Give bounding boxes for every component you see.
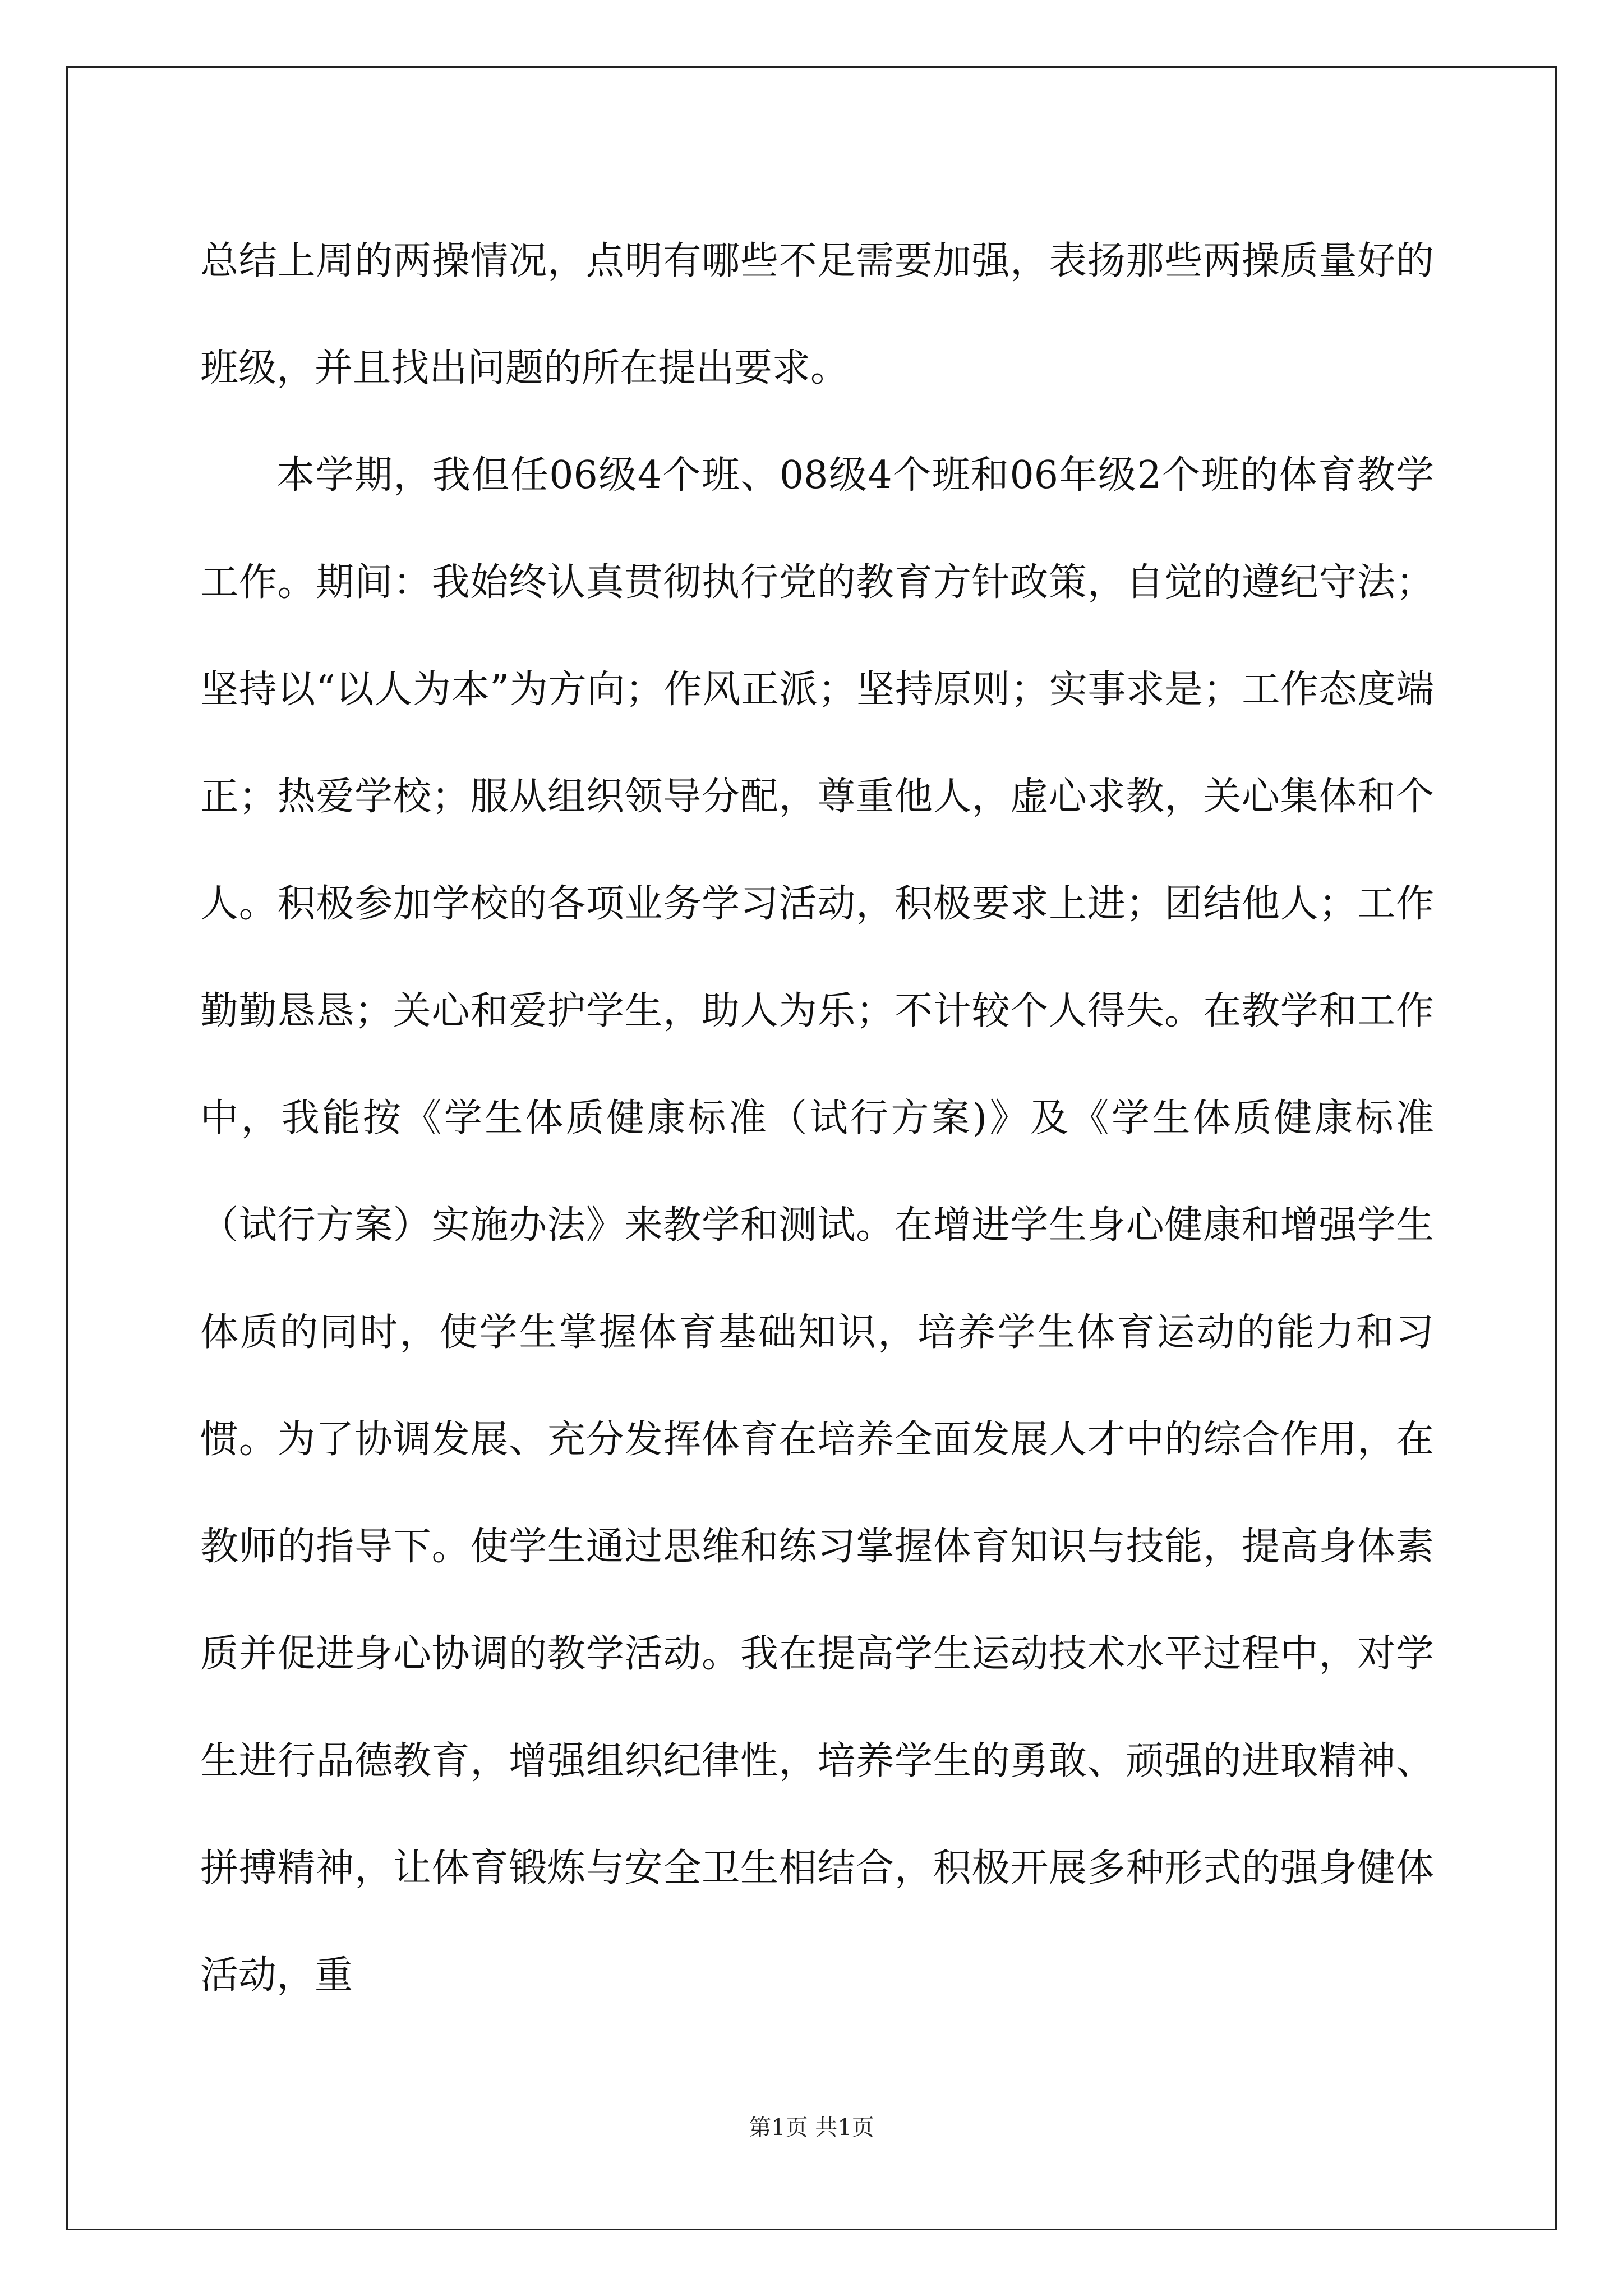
paragraph-2: 本学期，我但任06级4个班、08级4个班和06年级2个班的体育教学工作。期间：我始终认真贯彻执行党的教育方针政策，自觉的遵纪守法；坚持以“以人为本”为方向；作风正派；坚持原则；实事求是；工作态度端正；热爱学校；服从组织领导分配，尊重他人，虚心求教，关心集体和个人。积极参加学校的各项业务学习活动，积极要求上进；团结他人；工作勤勤恳恳；关心和爱护学生，助人为乐；不计较个人得失。在教学和工作中，我能按《学生体质健康标准（试行方案)》及《学生体质健康标准（试行方案）实施办法》来教学和测试。在增进学生身心健康和增强学生体质的同时，使学生掌握体育基础知识，培养学生体育运动的能力和习惯。为了协调发展、充分发挥体育在培养全面发展人才中的综合作用，在教师的指导下。使学生通过思维和练习掌握体育知识与技能，提高身体素质并促进身心协调的教学活动。我在提高学生运动技术水平过程中，对学生进行品德教育，增强组织纪律性，培养学生的勇敢、顽强的进取精神、拼搏精神，让体育锻炼与安全卫生相结合，积极开展多种形式的强身健体活动，重 <box>200 453 1434 1998</box>
paragraph-1: 总结上周的两操情况，点明有哪些不足需要加强，表扬那些两操质量好的班级，并且找出问题的所在提出要求。 <box>200 239 1434 390</box>
document-body <box>200 208 1434 2029</box>
page-footer: 第1页 共1页 <box>749 2115 874 2141</box>
